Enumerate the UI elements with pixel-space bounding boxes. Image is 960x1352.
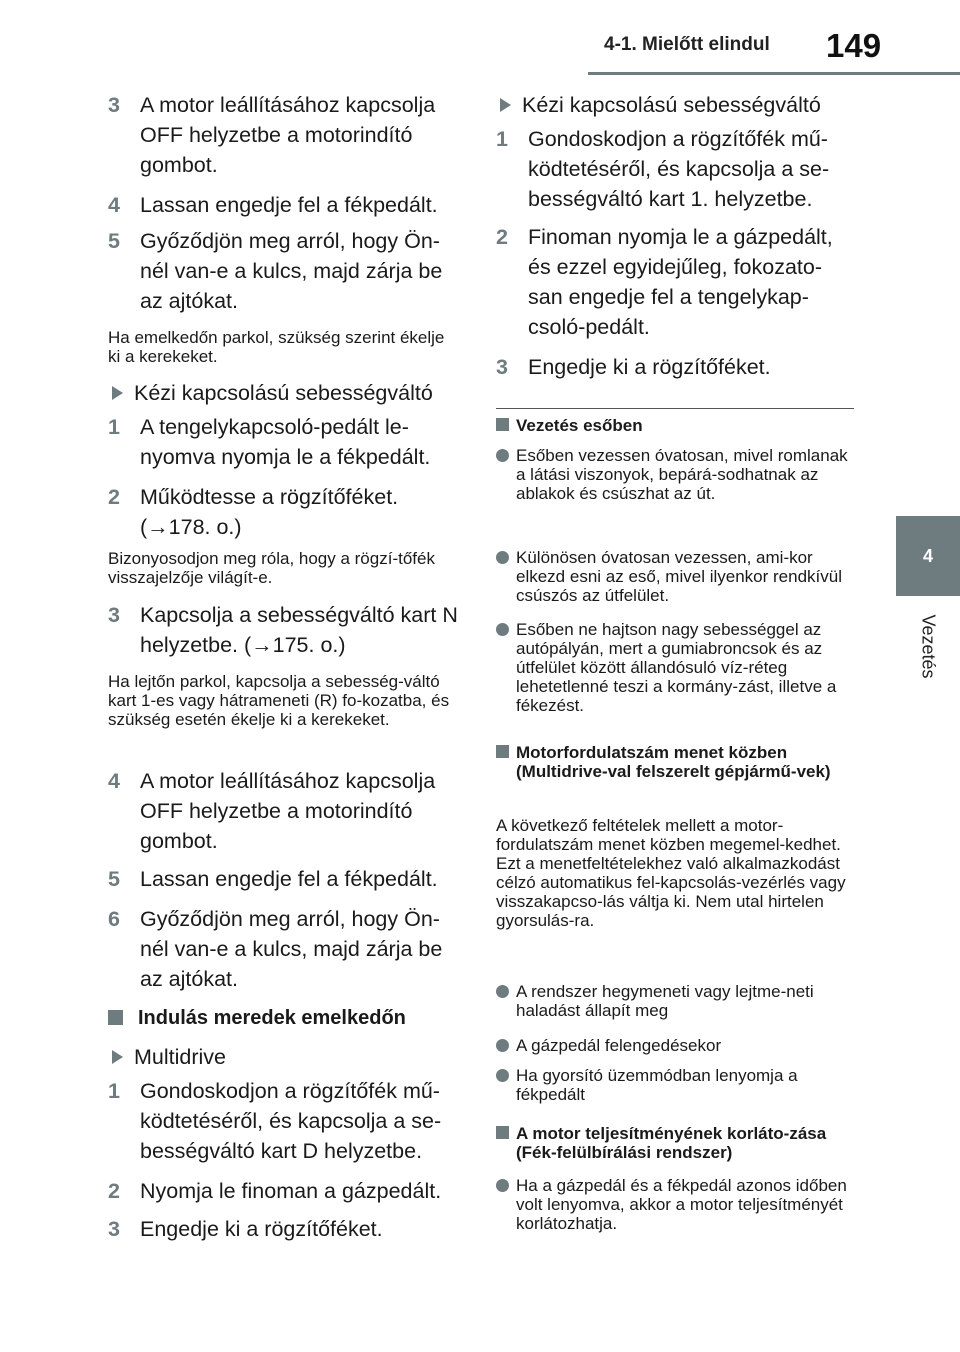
subheading-manual: Kézi kapcsolású sebességváltó	[108, 378, 460, 408]
step-number: 2	[108, 485, 120, 509]
step-3	[108, 90, 460, 180]
step-text: A motor leállításához kapcsolja OFF helyzetbe a motorindító gombot.	[140, 93, 436, 177]
step-text: Lassan engedje fel a fékpedált.	[140, 867, 438, 891]
square-bullet-icon	[496, 745, 509, 758]
step-1	[108, 1076, 460, 1166]
circle-bullet-icon	[496, 1179, 509, 1192]
step-text: Gondoskodjon a rögzítőfék mű-ködtetéséről, és kapcsolja a se-bességváltó kart 1. helyzetbe.	[528, 127, 830, 211]
step-text: Engedje ki a rögzítőféket.	[528, 355, 771, 379]
heading-rain: Vezetés esőben	[496, 416, 856, 435]
step-text: Győződjön meg arról, hogy Ön-nél van-e a kulcs, majd zárja be az ajtókat.	[140, 907, 443, 991]
heading-brake-override: A motor teljesítményének korláto-zása (Fék-felülbírálási rendszer)	[496, 1124, 856, 1162]
step-1	[108, 412, 460, 472]
bullet-item: Esőben ne hajtson nagy sebességgel az autópályán, mert a gumiabroncsok és az útfelület között állandósuló víz-réteg lehetetlenné teszi a kormány-zást, illetve a fékezést.	[496, 620, 856, 715]
step-5	[108, 864, 460, 894]
chapter-label: Vezetés	[918, 613, 939, 679]
step-text: Nyomja le finoman a gázpedált.	[140, 1179, 442, 1203]
step-4	[108, 190, 460, 220]
square-bullet-icon	[108, 1010, 123, 1025]
step-number: 1	[108, 415, 120, 439]
step-number: 2	[108, 1179, 120, 1203]
bullet-item: Ha gyorsító üzemmódban lenyomja a fékpedált	[496, 1066, 856, 1104]
note-parking-downhill: Ha lejtőn parkol, kapcsolja a sebesség-váltó kart 1-es vagy hátrameneti (R) fo-kozatba, és szükség esetén ékelje ki a kerekeket.	[108, 672, 450, 729]
step-number: 3	[108, 1217, 120, 1241]
step-3	[496, 352, 856, 382]
circle-bullet-icon	[496, 1069, 509, 1082]
heading-engine-speed: Motorfordulatszám menet közben (Multidrive-val felszerelt gépjármű-vek)	[496, 743, 856, 781]
step-2	[108, 1176, 460, 1206]
step-text: A motor leállításához kapcsolja OFF helyzetbe a motorindító gombot.	[140, 769, 436, 853]
heading-steep-start: Indulás meredek emelkedőn	[108, 1006, 460, 1030]
step-3	[108, 1214, 460, 1244]
step-text: Engedje ki a rögzítőféket.	[140, 1217, 383, 1241]
step-text: Működtesse a rögzítőféket. (→178. o.)	[140, 485, 399, 539]
bullet-item: A gázpedál felengedésekor	[496, 1036, 856, 1055]
step-number: 1	[108, 1079, 120, 1103]
step-text: Lassan engedje fel a fékpedált.	[140, 193, 438, 217]
step-number: 5	[108, 229, 120, 253]
bullet-item: Különösen óvatosan vezessen, ami-kor elkezd esni az eső, mivel ilyenkor rendkívül csúszós az útfelület.	[496, 548, 856, 605]
paragraph-engine-speed: A következő feltételek mellett a motor-fordulatszám menet közben megemel-kedhet. Ezt a menetfeltételekhez való alkalmazkodást célzó automatikus fel-kapcsolás-vezérlés vagy visszakapcso-lás váltja ki. Nem utal hirtelen gyorsulás-ra.	[496, 816, 846, 930]
bullet-item: A rendszer hegymeneti vagy lejtme-neti haladást állapít meg	[496, 982, 856, 1020]
step-2	[496, 222, 856, 342]
step-text: Gondoskodjon a rögzítőfék mű-ködtetéséről, és kapcsolja a se-bességváltó kart D helyzetbe.	[140, 1079, 442, 1163]
circle-bullet-icon	[496, 985, 509, 998]
step-text: Győződjön meg arról, hogy Ön-nél van-e a kulcs, majd zárja be az ajtókat.	[140, 229, 443, 313]
step-text: Finoman nyomja le a gázpedált, és ezzel egyidejűleg, fokozato-san engedje fel a tengelykap-csoló-pedált.	[528, 225, 833, 339]
step-5	[108, 226, 460, 316]
bullet-item: Esőben vezessen óvatosan, mivel romlanak a látási viszonyok, bepárá-sodhatnak az ablakok és csúszhat az út.	[496, 446, 856, 503]
header-rule	[588, 72, 960, 75]
step-number: 1	[496, 127, 508, 151]
step-2	[108, 482, 460, 542]
circle-bullet-icon	[496, 449, 509, 462]
subheading-multidrive: Multidrive	[108, 1042, 460, 1072]
step-number: 3	[496, 355, 508, 379]
square-bullet-icon	[496, 418, 509, 431]
step-4	[108, 766, 460, 856]
circle-bullet-icon	[496, 1039, 509, 1052]
note-parking-brake: Bizonyosodjon meg róla, hogy a rögzí-tőfék visszajelzője világít-e.	[108, 549, 435, 587]
step-text: Kapcsolja a sebességváltó kart N helyzetbe. (→175. o.)	[140, 603, 458, 657]
square-bullet-icon	[496, 1126, 509, 1139]
triangle-bullet-icon	[112, 1050, 123, 1064]
triangle-bullet-icon	[500, 98, 511, 112]
header-section-title: 4-1. Mielőtt elindul	[604, 34, 770, 55]
bullet-item: Ha a gázpedál és a fékpedál azonos időben volt lenyomva, akkor a motor teljesítményét korlátozhatja.	[496, 1176, 856, 1233]
step-6	[108, 904, 460, 994]
section-divider	[496, 408, 854, 409]
step-number: 2	[496, 225, 508, 249]
step-number: 6	[108, 907, 120, 931]
step-number: 4	[108, 769, 120, 793]
triangle-bullet-icon	[112, 386, 123, 400]
step-1	[496, 124, 856, 214]
note-parking-uphill: Ha emelkedőn parkol, szükség szerint ékelje ki a kerekeket.	[108, 328, 445, 366]
circle-bullet-icon	[496, 623, 509, 636]
step-text: A tengelykapcsoló-pedált le-nyomva nyomja le a fékpedált.	[140, 415, 431, 469]
step-number: 3	[108, 93, 120, 117]
step-3	[108, 600, 460, 660]
circle-bullet-icon	[496, 551, 509, 564]
step-number: 3	[108, 603, 120, 627]
chapter-tab: 4	[896, 516, 960, 596]
step-number: 4	[108, 193, 120, 217]
page-number: 149	[826, 27, 882, 64]
step-number: 5	[108, 867, 120, 891]
subheading-manual: Kézi kapcsolású sebességváltó	[496, 90, 856, 120]
